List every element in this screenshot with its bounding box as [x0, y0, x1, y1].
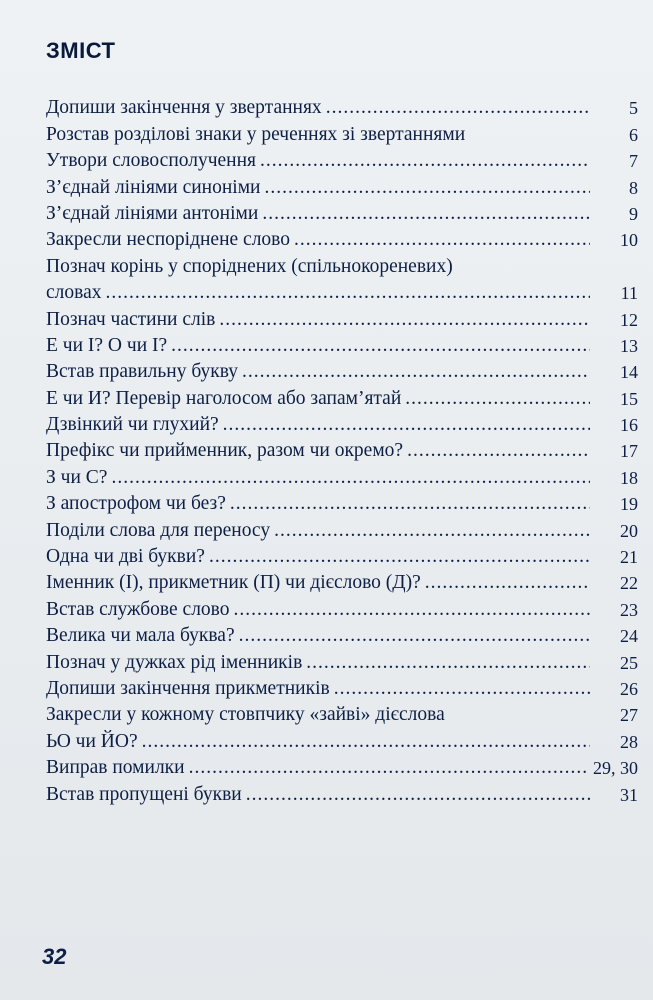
toc-entry-page: 15: [620, 388, 638, 409]
toc-entry-title: Розстав розділові знаки у реченнях зі звертаннями: [46, 123, 466, 145]
toc-entry: [46, 569, 638, 595]
toc-leader-dots: [407, 439, 590, 463]
toc-entry: [46, 701, 638, 727]
toc-entry-title: Префікс чи прийменник, разом чи окремо?: [46, 440, 404, 462]
toc-entry-title: Встав правильну букву: [46, 361, 239, 383]
toc-entry-title: Велика чи мала буква?: [46, 625, 235, 647]
toc-leader-dots: [234, 598, 590, 622]
toc-entry-title: З чи С?: [46, 466, 108, 488]
toc-entry: [46, 463, 638, 489]
toc-leader-dots: [334, 677, 590, 701]
toc-entry-page: 21: [620, 547, 638, 568]
toc-leader-dots: [326, 96, 590, 120]
contents-heading: ЗМІСТ: [46, 38, 116, 63]
toc-entry-title: З апострофом чи без?: [46, 493, 226, 515]
toc-leader-dots: [260, 149, 590, 173]
toc-leader-dots: [230, 492, 590, 516]
toc-entry-page: 10: [620, 230, 638, 251]
toc-entry-page: 31: [620, 784, 638, 805]
toc-entry-page: 16: [620, 415, 638, 436]
toc-entry-page: 14: [620, 362, 638, 383]
toc-leader-dots: [306, 651, 590, 675]
toc-entry-page: 18: [620, 467, 638, 488]
toc-entry: [46, 727, 638, 753]
toc-entry-title: Дзвінкий чи глухий?: [46, 414, 219, 436]
toc-entry: [46, 754, 638, 780]
toc-entry-page: 27: [620, 705, 638, 726]
toc-leader-dots: [223, 413, 590, 437]
toc-entry: [46, 332, 638, 358]
toc-entry-title: Одна чи дві букви?: [46, 546, 205, 568]
toc-leader-dots: [294, 228, 590, 252]
toc-leader-dots: [106, 281, 591, 305]
toc-leader-dots: [171, 334, 590, 358]
toc-entry: [46, 411, 638, 437]
toc-entry-title: словах: [46, 282, 102, 304]
toc-entry-page: 19: [620, 494, 638, 515]
toc-entry: [46, 200, 638, 226]
toc-entry-page: 23: [620, 599, 638, 620]
toc-entry: [46, 648, 638, 674]
toc-entry-page: 13: [620, 335, 638, 356]
toc-leader-dots: [264, 176, 590, 200]
toc-entry: [46, 305, 638, 331]
toc-entry: [46, 279, 638, 305]
toc-entry: [46, 173, 638, 199]
toc-leader-dots: [189, 756, 589, 780]
toc-entry-title: Встав пропущені букви: [46, 783, 242, 805]
toc-entry: [46, 226, 638, 252]
toc-entry-page: 20: [620, 520, 638, 541]
toc-entry: [46, 120, 638, 146]
toc-leader-dots: [142, 730, 590, 754]
toc-entry-title: З’єднай лініями антоніми: [46, 202, 259, 224]
toc-leader-dots: [274, 519, 590, 543]
toc-entry-title: Познач корінь у споріднених (спільнокореневих): [46, 255, 453, 277]
page-number: 32: [42, 944, 67, 969]
toc-entry: [46, 595, 638, 621]
toc-entry: [46, 516, 638, 542]
toc-entry-page: 24: [620, 626, 638, 647]
toc-entry-title: Виправ помилки: [46, 757, 185, 779]
toc-leader-dots: [242, 360, 590, 384]
toc-entry-title: Познач у дужках рід іменників: [46, 651, 303, 673]
toc-leader-dots: [111, 466, 590, 490]
toc-entry-page: 9: [629, 203, 638, 224]
toc-leader-dots: [209, 545, 590, 569]
toc-entry-page: 8: [629, 177, 638, 198]
toc-entry-page: 25: [620, 652, 638, 673]
toc-entry: [46, 252, 638, 278]
toc-entry-page: 6: [629, 124, 638, 145]
toc-entry: [46, 384, 638, 410]
toc-leader-dots: [425, 571, 590, 595]
toc-entry-title: ЬО чи ЙО?: [46, 730, 138, 752]
toc-leader-dots: [405, 387, 590, 411]
toc-entry-title: Допиши закінчення у звертаннях: [46, 97, 322, 119]
toc-entry-title: Познач частини слів: [46, 308, 216, 330]
toc-entry-title: Закресли у кожному стовпчику «зайві» дієслова: [46, 704, 445, 726]
toc-leader-dots: [262, 202, 590, 226]
toc-entry-page: 28: [620, 731, 638, 752]
toc-entry-page: 11: [620, 283, 638, 304]
toc-entry-page: 17: [620, 441, 638, 462]
toc-entry-page: 5: [629, 98, 638, 119]
toc-entry: [46, 622, 638, 648]
toc-entry-page: 29, 30: [593, 758, 638, 779]
toc-entry-title: Утвори словосполучення: [46, 150, 257, 172]
toc-entry-title: Іменник (І), прикметник (П) чи дієслово (Д)?: [46, 572, 421, 594]
toc-entry-title: Встав службове слово: [46, 598, 230, 620]
toc-entry-page: 22: [620, 573, 638, 594]
toc-entry: [46, 490, 638, 516]
toc-leader-dots: [239, 624, 590, 648]
toc-entry: [46, 147, 638, 173]
toc-entry-page: 26: [620, 678, 638, 699]
table-of-contents: [46, 94, 638, 807]
toc-entry: [46, 780, 638, 806]
toc-entry-title: З’єднай лініями синоніми: [46, 176, 261, 198]
toc-entry: [46, 543, 638, 569]
toc-entry-title: Поділи слова для переносу: [46, 519, 271, 541]
toc-entry: [46, 675, 638, 701]
toc-entry-title: Е чи И? Перевір наголосом або запам’ятай: [46, 387, 402, 409]
toc-entry-title: Допиши закінчення прикметників: [46, 677, 330, 699]
toc-entry-page: 12: [620, 309, 638, 330]
toc-entry: [46, 437, 638, 463]
toc-entry: [46, 94, 638, 120]
toc-leader-dots: [246, 783, 590, 807]
toc-entry-title: Е чи І? О чи І?: [46, 334, 168, 356]
toc-entry-title: Закресли неспоріднене слово: [46, 229, 291, 251]
toc-entry: [46, 358, 638, 384]
toc-entry-page: 7: [629, 151, 638, 172]
toc-leader-dots: [219, 308, 590, 332]
